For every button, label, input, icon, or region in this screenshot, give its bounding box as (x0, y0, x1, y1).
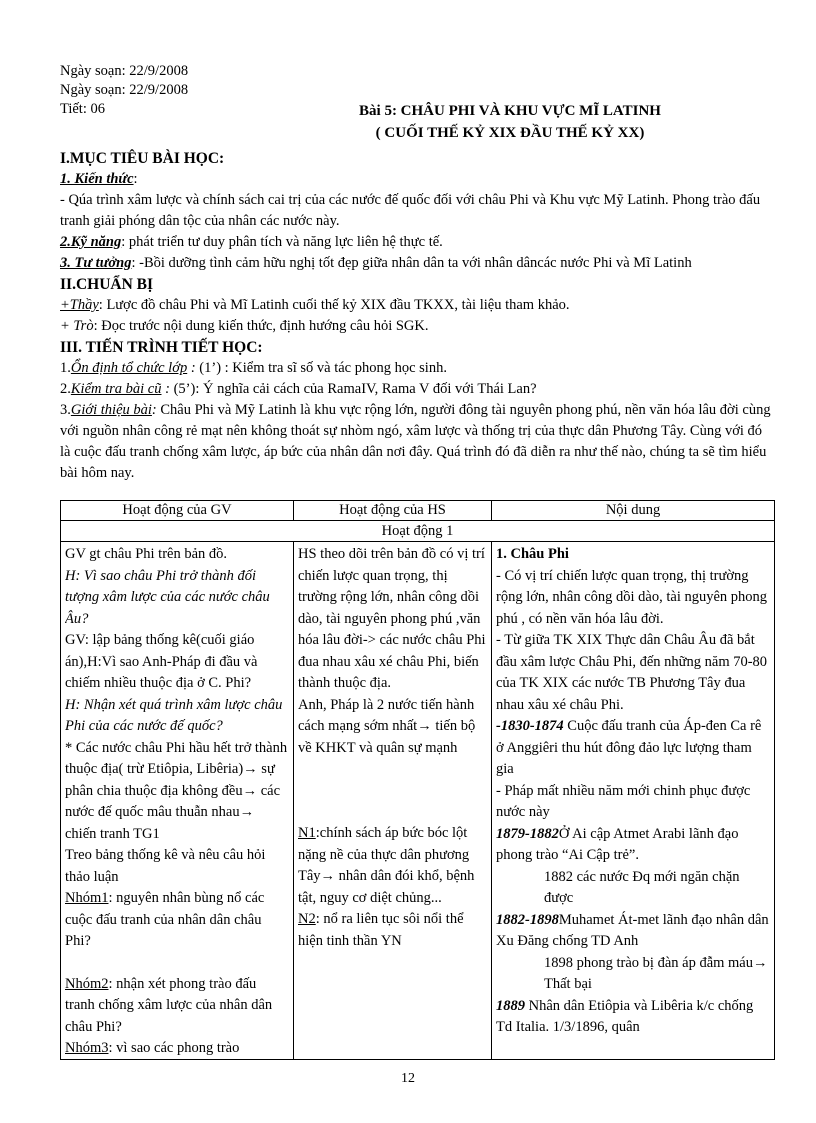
event-text: Muhamet Át-met lãnh đạo nhân dân Xu Đăng chống TD Anh (496, 911, 769, 949)
header-gv: Hoạt động của GV (61, 501, 294, 521)
gv-question: H: Vì sao châu Phi trở thành đối tượng xâm lược của các nước châu Âu? (65, 567, 270, 627)
student-label: + Trò (60, 318, 94, 334)
content-para: - Pháp mất nhiều năm mới chinh phục được nước này (496, 782, 751, 820)
content-event: 1898 phong trào bị đàn áp đẫm máu→ Thất bại (544, 954, 768, 992)
knowledge-label: 1. Kiến thức (60, 171, 134, 187)
teacher-text: : Lược đồ châu Phi và Mĩ Latinh cuối thế kỷ XIX đầu TKXX, tài liệu tham khảo. (98, 297, 570, 313)
teacher-line (60, 295, 774, 316)
year-1882: 1882-1898 (496, 911, 559, 928)
content-event: 1882 các nước Đq mới ngăn chặn được (544, 868, 740, 906)
table-row (61, 542, 775, 1060)
event-text: Cuộc đấu tranh của Áp-đen Ca rê ở Anggiêri thu hút đông đảo lực lượng tham gia (496, 718, 762, 777)
lesson-body (60, 148, 774, 484)
group2-line (65, 974, 289, 1039)
gv-line: GV: lập bảng thống kê(cuối giáo án),H:Vì sao Anh-Pháp đi đầu và chiếm nhiều thuộc địa ở C. Phi? (65, 632, 258, 691)
group2-text: : nhận xét phong trào đấu tranh chống xâm lược của nhân dân châu Phi? (65, 975, 273, 1035)
thought-line (60, 253, 774, 274)
year-1889: 1889 (496, 997, 525, 1014)
knowledge-text: - Qúa trình xâm lược và chính sách cai trị của các nước đế quốc đối với châu Phi và Khu vực Mỹ Latinh. Phong trào đấu tranh giải phóng dân tộc của nhân các nước này. (60, 192, 761, 229)
prep-heading (60, 274, 774, 295)
prep-date-1: Ngày soạn: 22/9/2008 (60, 63, 189, 79)
lesson-title-line1: Bài 5: CHÂU PHI VÀ KHU VỰC MĨ LATINH (359, 103, 661, 119)
n2-line (298, 909, 487, 952)
content-para: - Từ giữa TK XIX Thực dân Châu Âu đã bắt đầu xâm lược Châu Phi, đến những năm 70-80 của TK XIX các nước TB Phương Tây đua nhau xâu xé châu Phi. (496, 632, 768, 713)
content-event (496, 716, 770, 781)
prep-date-2: Ngày soạn: 22/9/2008 (60, 82, 189, 98)
step2-text: (5’): Ý nghĩa cải cách của RamaIV, Rama V đối với Thái Lan? (173, 381, 537, 397)
group1-line (65, 888, 289, 953)
n1-line (298, 823, 487, 909)
student-line (60, 316, 774, 337)
lesson-title-line2: ( CUỐI THẾ KỶ XIX ĐẦU THẾ KỶ XX) (375, 125, 645, 141)
table-header-row (61, 501, 775, 521)
hs-line: HS theo dõi trên bản đồ có vị trí chiến lược quan trọng, thị trường rộng lớn, nhân công dồi dào, tài nguyên phong phú ,văn hóa lâu đời-> các nước châu Phi đua nhau xâu xé châu Phi, biến thành thuộc địa. (298, 546, 486, 691)
skill-line (60, 232, 774, 253)
content-event (496, 824, 770, 867)
lesson-title (300, 100, 720, 144)
group3-text: : vì sao các phong trào (108, 1040, 240, 1056)
activity-row (61, 521, 775, 542)
content-para: - Có vị trí chiến lược quan trọng, thị trường rộng lớn, nhân công dồi dào, tài nguyên phong phú , có nền văn hóa lâu đời. (496, 567, 768, 627)
objectives-heading: I.MỤC TIÊU BÀI HỌC: (60, 150, 225, 167)
group1-text: : nguyên nhân bùng nổ các cuộc đấu tranh của nhân dân châu Phi? (65, 890, 265, 949)
n1-text: :chính sách áp bức bóc lột nặng nề của thực dân phương Tây→ nhân dân đói khổ, bệnh tật, nguy cơ diệt chủng... (298, 825, 475, 906)
group2-label: Nhóm2 (65, 975, 109, 992)
step2-label: Kiểm tra bài cũ (70, 381, 162, 397)
skill-label: 2.Kỹ năng (60, 234, 122, 250)
content-heading-text: 1. Châu Phi (496, 546, 569, 562)
hs-cell (294, 542, 492, 1060)
step1-text: (1’) : Kiểm tra sĩ số và tác phong học sinh. (199, 360, 447, 376)
prep-heading-text: II.CHUẨN BỊ (60, 276, 154, 293)
n1-label: N1 (298, 825, 316, 841)
group3-label: Nhóm3 (65, 1040, 109, 1056)
step1-label: Ổn định tổ chức lớp (70, 360, 188, 376)
thought-label: 3. Tư tưởng (60, 255, 132, 271)
content-event (496, 910, 770, 953)
header-hs: Hoạt động của HS (294, 501, 492, 521)
group3-line (65, 1038, 289, 1057)
hs-line: Anh, Pháp là 2 nước tiến hành cách mạng sớm nhất→ tiến bộ về KHKT và quân sự mạnh (298, 696, 476, 756)
skill-text: : phát triển tư duy phân tích và năng lực liên hệ thực tế. (121, 234, 443, 250)
n2-text: : nổ ra liên tục sôi nổi thể hiện tinh thần YN (298, 911, 464, 949)
header-content: Nội dung (492, 501, 775, 521)
process-heading: III. TIẾN TRÌNH TIẾT HỌC: (60, 339, 263, 356)
content-cell (492, 542, 775, 1060)
step3-label: Giới thiệu bài (70, 402, 152, 418)
event-text: Nhân dân Etiôpia và Libêria k/c chống Td Italia. 1/3/1896, quân (496, 997, 754, 1035)
activity-table (60, 500, 775, 1060)
gv-line: Treo bảng thống kê và nêu câu hỏi thảo luận (65, 847, 266, 885)
thought-text: : -Bồi dưỡng tình cảm hữu nghị tốt đẹp giữa nhân dân ta với nhân dâncác nước Phi và Mĩ Latinh (131, 255, 692, 271)
step3-text: Châu Phi và Mỹ Latinh là khu vực rộng lớn, người đông tài nguyên phong phú, nền văn hóa lâu đời cùng với nguồn nhân công rẻ mạt nên không thoát sự nhòm ngó, xâm lược và thống trị của thực dân Phương Tây. Cùng với đó là cuộc đấu tranh chống xâm lược, áp bức của nhân dân nơi đây. Quá trình đó đã diễn ra như thế nào, chúng ta sẽ tìm hiểu bài hôm nay. (60, 402, 771, 481)
lesson-period: Tiết: 06 (60, 101, 105, 117)
gv-cell (61, 542, 294, 1060)
student-text: : Đọc trước nội dung kiến thức, định hướng câu hỏi SGK. (93, 318, 429, 334)
teacher-label: +Thầy (60, 297, 99, 313)
step1-line: 1.Ổn định tổ chức lớp : (1’) : Kiểm tra sĩ số và tác phong học sinh. (60, 360, 447, 376)
gv-question: H: Nhận xét quá trình xâm lược châu Phi của các nước đế quốc? (65, 696, 283, 734)
group1-label: Nhóm1 (65, 890, 109, 906)
knowledge-label-line: 1. Kiến thức: (60, 171, 138, 187)
content-event (496, 996, 770, 1039)
gv-line: * Các nước châu Phi hầu hết trở thành thuộc địa( trừ Etiôpia, Libêria)→ sự phân chia thuộc địa không đều→ các nước đế quốc mâu thuẫn nhau→ chiến tranh TG1 (65, 739, 288, 842)
year-1879: 1879-1882 (496, 825, 559, 842)
activity-label: Hoạt động 1 (61, 521, 775, 542)
event-text: Ở Ai cập Atmet Arabi lãnh đạo phong trào “Ai Cập trẻ”. (496, 825, 739, 863)
gv-line: GV gt châu Phi trên bản đồ. (65, 546, 228, 562)
step2-line: 2.Kiểm tra bài cũ : (5’): Ý nghĩa cải cách của RamaIV, Rama V đối với Thái Lan? (60, 381, 537, 397)
step3-line: 3.Giới thiệu bài: Châu Phi và Mỹ Latinh là khu vực rộng lớn, người đông tài nguyên phong phú, nền văn hóa lâu đời cùng với nguồn nhân công rẻ mạt nên không thoát sự nhòm ngó, xâm lược và thống trị của thực dân Phương Tây. Cùng với đó là cuộc đấu tranh chống xâm lược, áp bức của nhân dân nơi đây. Quá trình đó đã diễn ra như thế nào, chúng ta sẽ tìm hiểu bài hôm nay. (60, 402, 771, 481)
year-1830: -1830-1874 (496, 718, 564, 734)
content-heading (496, 544, 770, 566)
n2-label: N2 (298, 911, 316, 927)
page-number: 12 (401, 1071, 415, 1086)
